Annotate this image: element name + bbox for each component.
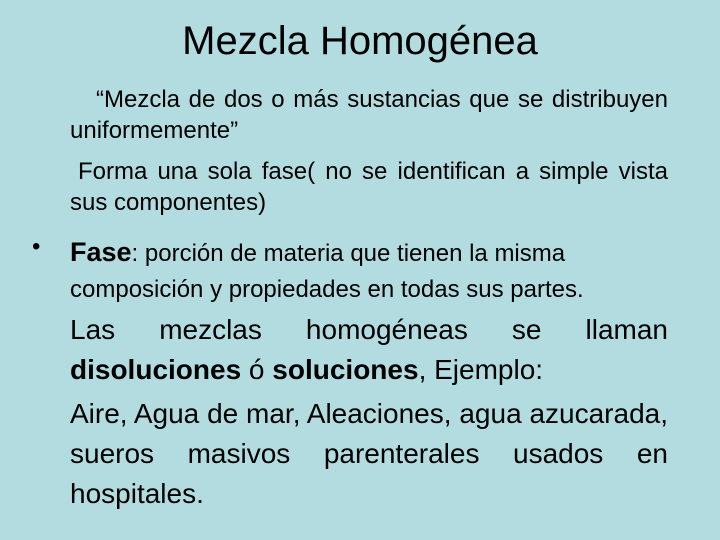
fase-term: Fase (70, 237, 132, 267)
definition-quote: “Mezcla de dos o más sustancias que se distribuyen uniformemente” (70, 86, 668, 144)
phase-note: Forma una sola fase( no se identifican a simple vista sus componentes) (70, 158, 668, 216)
called-term-disoluciones: disoluciones (70, 354, 242, 385)
called-term-soluciones: soluciones (272, 354, 419, 385)
phase-note-paragraph (70, 156, 668, 218)
bullet-marker: • (32, 233, 41, 260)
called-suffix: , Ejemplo: (418, 354, 544, 385)
slide-title: Mezcla Homogénea (182, 19, 538, 63)
called-paragraph (70, 310, 668, 390)
called-connector: ó (241, 354, 273, 385)
fase-definition-2: composición y propiedades en todas sus partes. (70, 276, 584, 303)
definition-paragraph (70, 84, 668, 146)
called-prefix: Las mezclas homogéneas se llaman (70, 314, 668, 345)
fase-paragraph (70, 230, 668, 304)
examples-paragraph: Aire, Agua de mar, Aleaciones, agua azucarada, sueros masivos parenterales usados en hospitales. (70, 398, 668, 509)
fase-definition-1: : porción de materia que tienen la misma (131, 240, 566, 267)
